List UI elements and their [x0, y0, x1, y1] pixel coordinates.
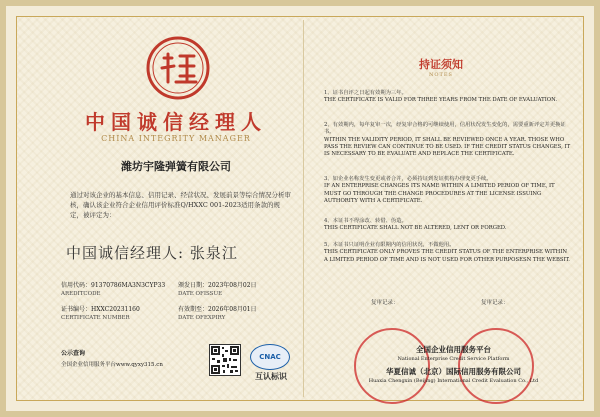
note-text-cn: 4、本证书不得涂改、转借、伪造。: [324, 218, 407, 224]
notes-title: 持证须知: [419, 58, 463, 71]
note-text-en: THIS CERTIFICATE SHALL NOT BE ALTERED, LENT OR FORGED.: [324, 225, 507, 232]
note-text-cn: 5、本证书只证明企业有限期内的信用状况，不做他用。: [324, 242, 455, 248]
center-divider: [303, 20, 304, 397]
certificate-number-value: HXXC20231160: [91, 306, 140, 313]
qr-code-icon: [209, 344, 241, 376]
certificate-title: 中国诚信经理人: [85, 110, 267, 134]
note-text-en: WITHIN THE VALIDITY PERIOD, IT SHALL BE REVIEWED ONCE A YEAR. THOSE WHO PASS THE REVIEW CAN CONTINUE TO BE USED. IF THE CREDIT STATUS CHANGES, IT IS NECESSARY TO BE EVALUATE AND REPLACE THE CERTIFICATE.: [324, 136, 571, 158]
certificate-description: 通过对该企业的基本信息、信用记录、经营状况、发展前景等综合情况分析审核，确认该企业符合企业信用评价标准Q/HXXC 001-2023适用条款的规定，被评定为：: [70, 191, 291, 219]
company-name: 潍坊宇隆弹簧有限公司: [121, 160, 231, 173]
expiry-date-label-en: DATE OFEXPIRY: [178, 315, 226, 321]
credit-code-label: 信用代码：: [61, 282, 92, 289]
platform-name: 全国企业信用服务平台: [416, 345, 491, 354]
issuer-name: 华夏信诚（北京）国际信用服务有限公司: [386, 367, 521, 376]
expiry-date-field: [178, 306, 257, 322]
certificate-number-label-en: CERTIFICATE NUMBER: [61, 315, 130, 321]
issuer-name-en: Huaxia Chengxin (Beijing) International Credit Evaluation Co., Ltd: [368, 378, 539, 384]
note-item: [324, 90, 572, 105]
integrity-emblem-icon: [146, 36, 210, 100]
expiry-date-label: 有效期至：: [178, 306, 209, 313]
credit-code-field: [61, 282, 165, 298]
review-record-label: 复审记录：: [371, 300, 399, 306]
note-text-cn: 2、有效期内，每年复审一次，经复审合格的可继续使用，信用状况发生变化的，需要重新评定并更换证书。: [324, 122, 566, 136]
credit-code-label-en: AREDITCODE: [61, 291, 101, 297]
query-site: 全国企业信用服务平台www.qyxy315.cn: [61, 362, 163, 368]
issue-date-label-en: DATE OFISSUE: [178, 291, 223, 297]
issue-date-value: 2023年08月02日: [208, 282, 257, 289]
note-text-en: IF AN ENTERPRISE CHANGES ITS NAME WITHIN A LIMITED PERIOD OF TIME, IT MUST GO THROUGH THE CHANGE PROCEDURES AT THE LICENSE ISSUING AUTHORITY WITH A CERTIFICATE.: [324, 183, 555, 204]
notes-subtitle: NOTES: [429, 72, 453, 78]
issue-date-label: 颁发日期：: [178, 282, 209, 289]
note-item: [324, 176, 572, 205]
note-text-en: THIS CERTIFICATE ONLY PROVES THE CREDIT STATUS OF THE ENTERPRISE WITHIN A LIMITED PERIOD OF TIME AND IS NOT USED FOR OTHER PURPOSESN THE WEBSIT.: [324, 249, 570, 263]
cnac-badge: CNAC: [250, 344, 290, 370]
certificate-number-label: 证书编号：: [61, 306, 92, 313]
mutual-recognition-mark: 互认标识: [255, 372, 287, 381]
note-text-en: THE CERTIFICATE IS VALID FOR THREE YEARS FROM THE DATE OF EVALUATION.: [324, 97, 558, 104]
certificate-number-field: [61, 306, 140, 322]
platform-name-en: National Enterprise Credit Service Platform: [397, 356, 510, 362]
note-text-cn: 3、如企业名称发生变更或者合并，必须持证到发证机构办理变更手续。: [324, 176, 492, 182]
note-text-cn: 1、证书自评之日起有效期为三年。: [324, 90, 407, 96]
certificate-title-en: CHINA INTEGRITY MANAGER: [101, 134, 251, 143]
expiry-date-value: 2026年08月01日: [208, 306, 257, 313]
review-record-label: 复审记录：: [481, 300, 509, 306]
note-item: [324, 218, 572, 233]
note-item: [324, 242, 572, 264]
note-item: [324, 122, 572, 158]
query-label: 公示查询: [61, 350, 86, 357]
issue-date-field: [178, 282, 257, 298]
credit-code-value: 91370786MA3N3CYP33: [91, 282, 166, 289]
holder-name: 中国诚信经理人: 张泉江: [66, 244, 238, 262]
